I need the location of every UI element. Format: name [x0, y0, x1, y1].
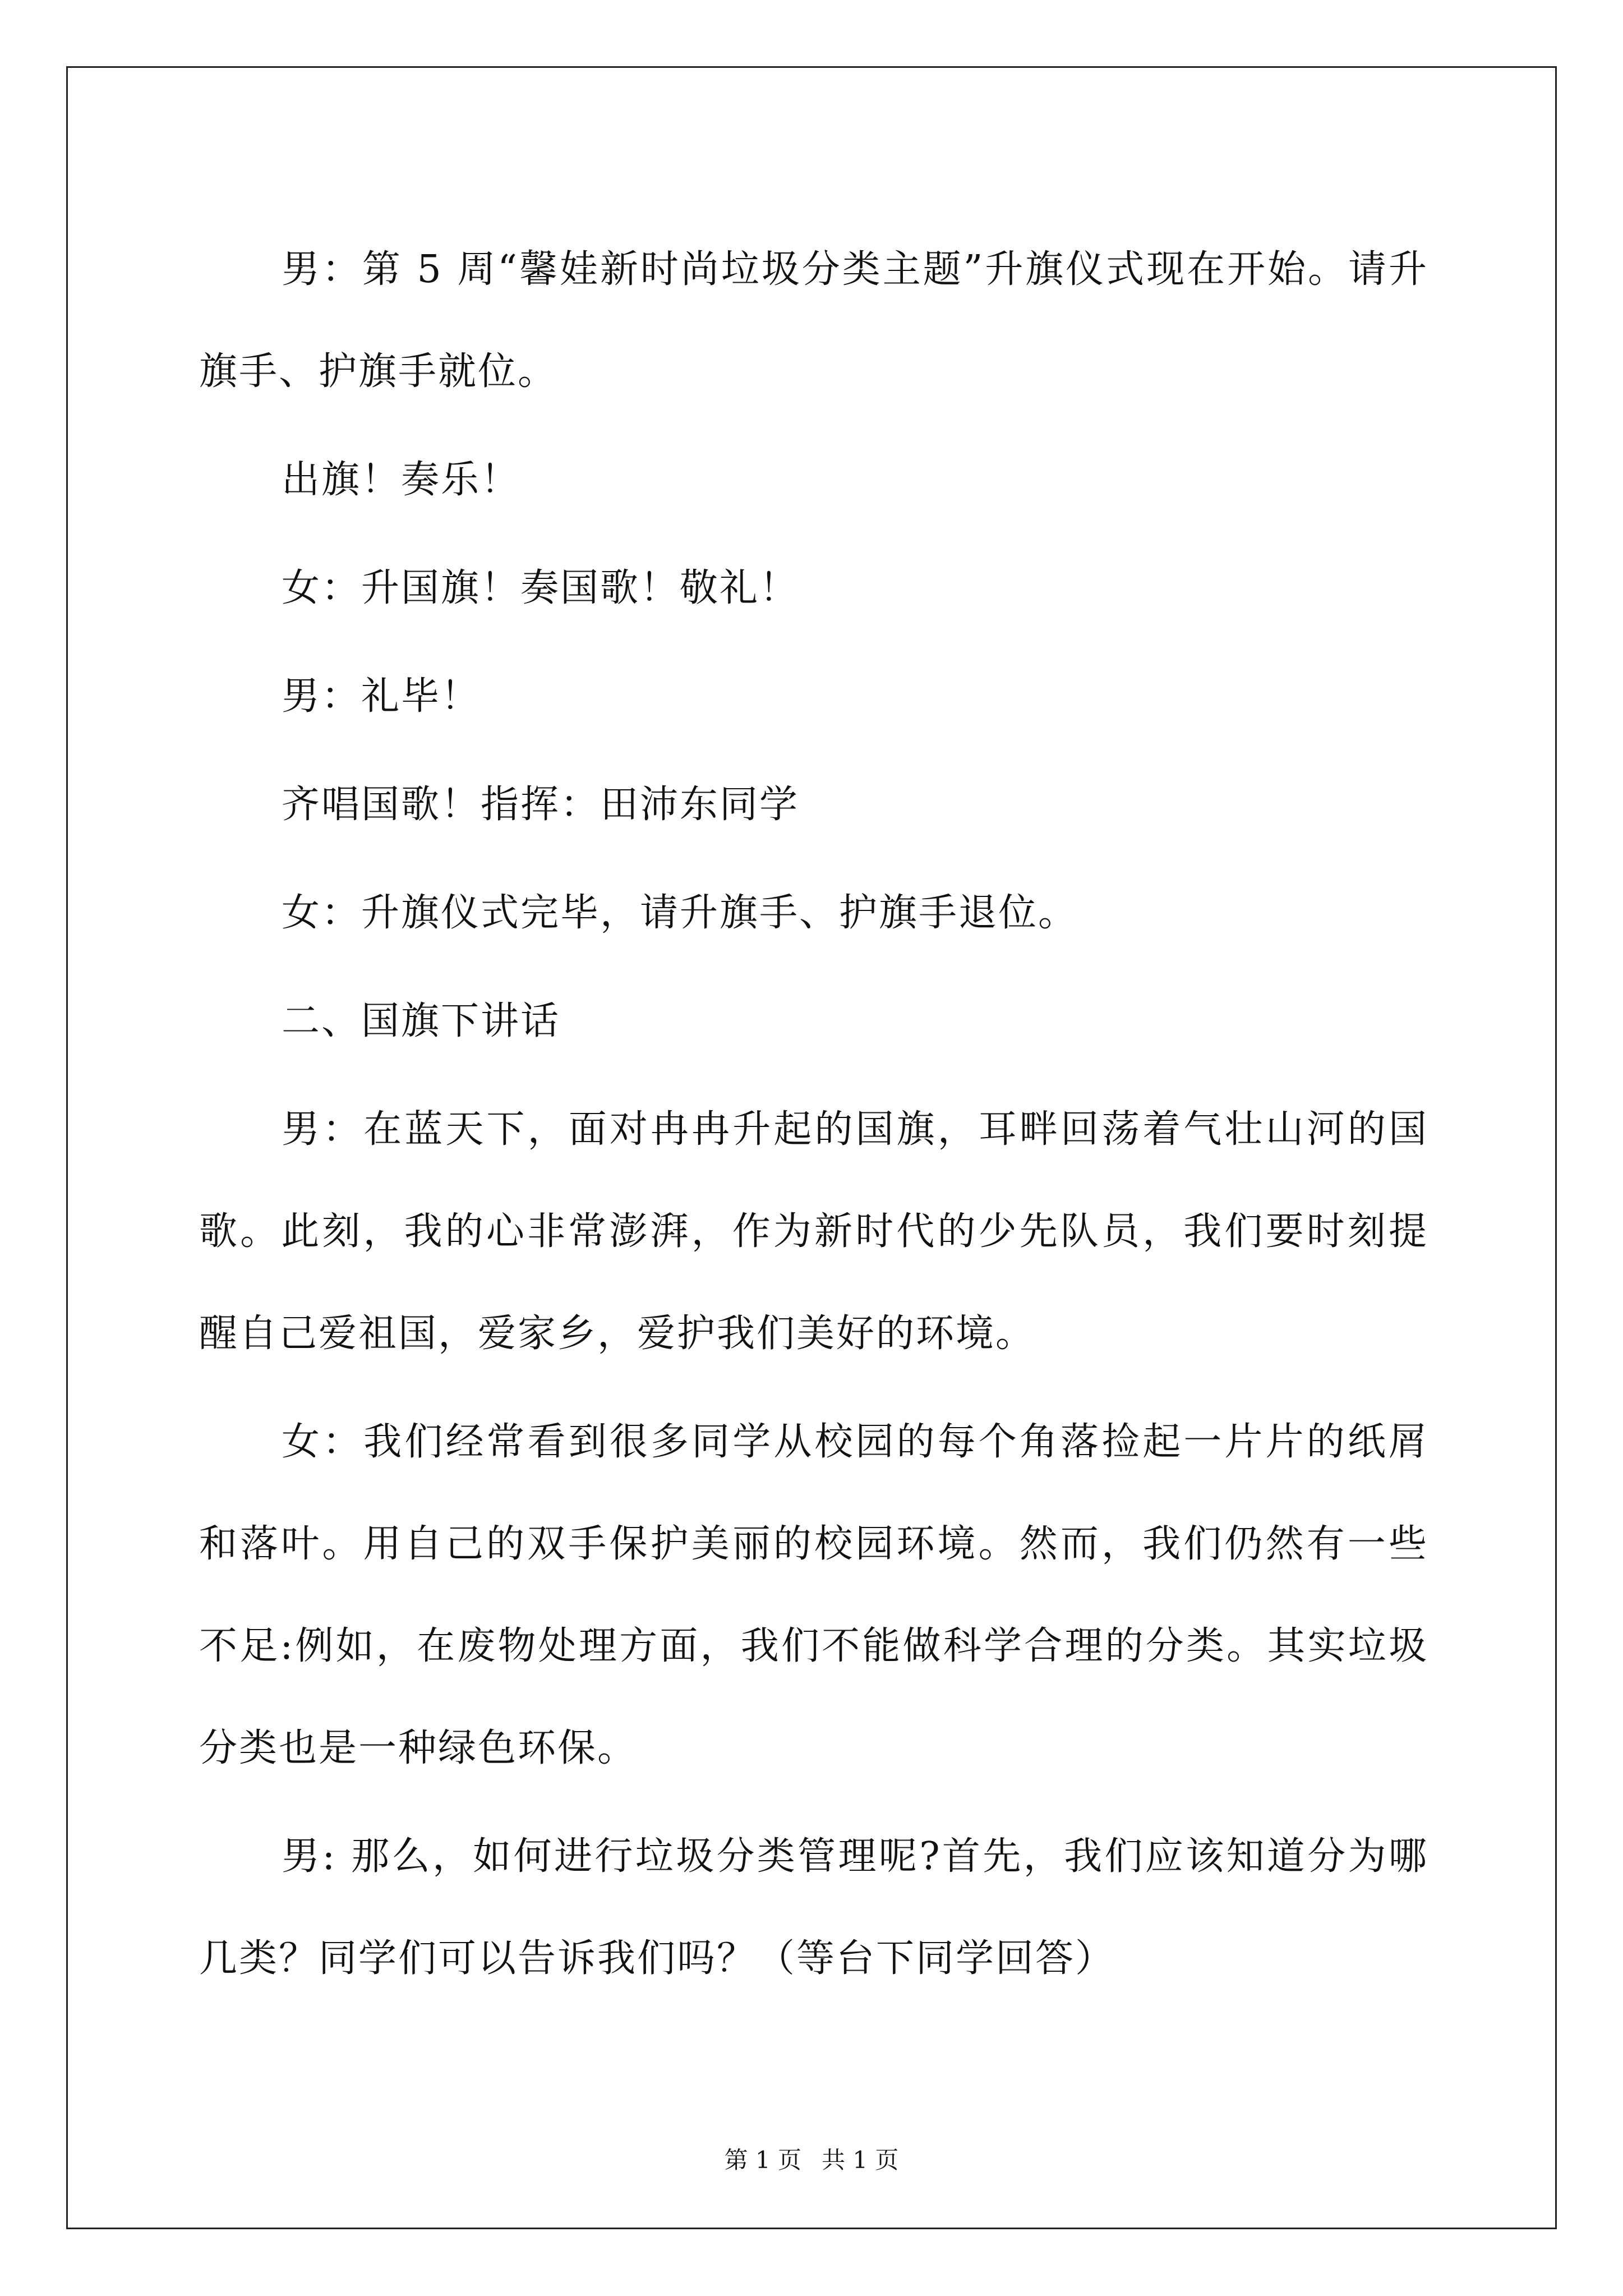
paragraph: 男：第 5 周“馨娃新时尚垃圾分类主题”升旗仪式现在开始。请升旗手、护旗手就位。: [199, 247, 1428, 394]
paragraph: 男：在蓝天下，面对冉冉升起的国旗，耳畔回荡着气壮山河的国歌。此刻，我的心非常澎湃，作为新时代的少先队员，我们要时刻提醒自己爱祖国，爱家乡，爱护我们美好的环境。: [199, 1107, 1428, 1356]
paragraph: 女：我们经常看到很多同学从校园的每个角落捡起一片片的纸屑和落叶。用自己的双手保护美丽的校园环境。然而，我们仍然有一些不足:例如，在废物处理方面，我们不能做科学合理的分类。其实垃圾分类也是一种绿色环保。: [199, 1420, 1428, 1770]
paragraph: 女：升国旗！奏国歌！敬礼！: [282, 566, 800, 610]
paragraph: 男: 那么，如何进行垃圾分类管理呢?首先，我们应该知道分为哪几类？同学们可以告诉我们吗？（等台下同学回答）: [199, 1834, 1428, 1981]
document-body: [199, 219, 1428, 2016]
page-footer: [0, 2142, 1623, 2175]
paragraph: 出旗！奏乐！: [282, 458, 521, 502]
page-number: 第 1 页: [724, 2146, 801, 2174]
paragraph: 女：升旗仪式完毕，请升旗手、护旗手退位。: [282, 891, 1078, 935]
paragraph: 男：礼毕！: [282, 674, 481, 719]
paragraph: 齐唱国歌！指挥：田沛东同学: [282, 783, 800, 827]
section-heading: 二、国旗下讲话: [282, 999, 561, 1043]
page-total: 共 1 页: [822, 2146, 899, 2174]
